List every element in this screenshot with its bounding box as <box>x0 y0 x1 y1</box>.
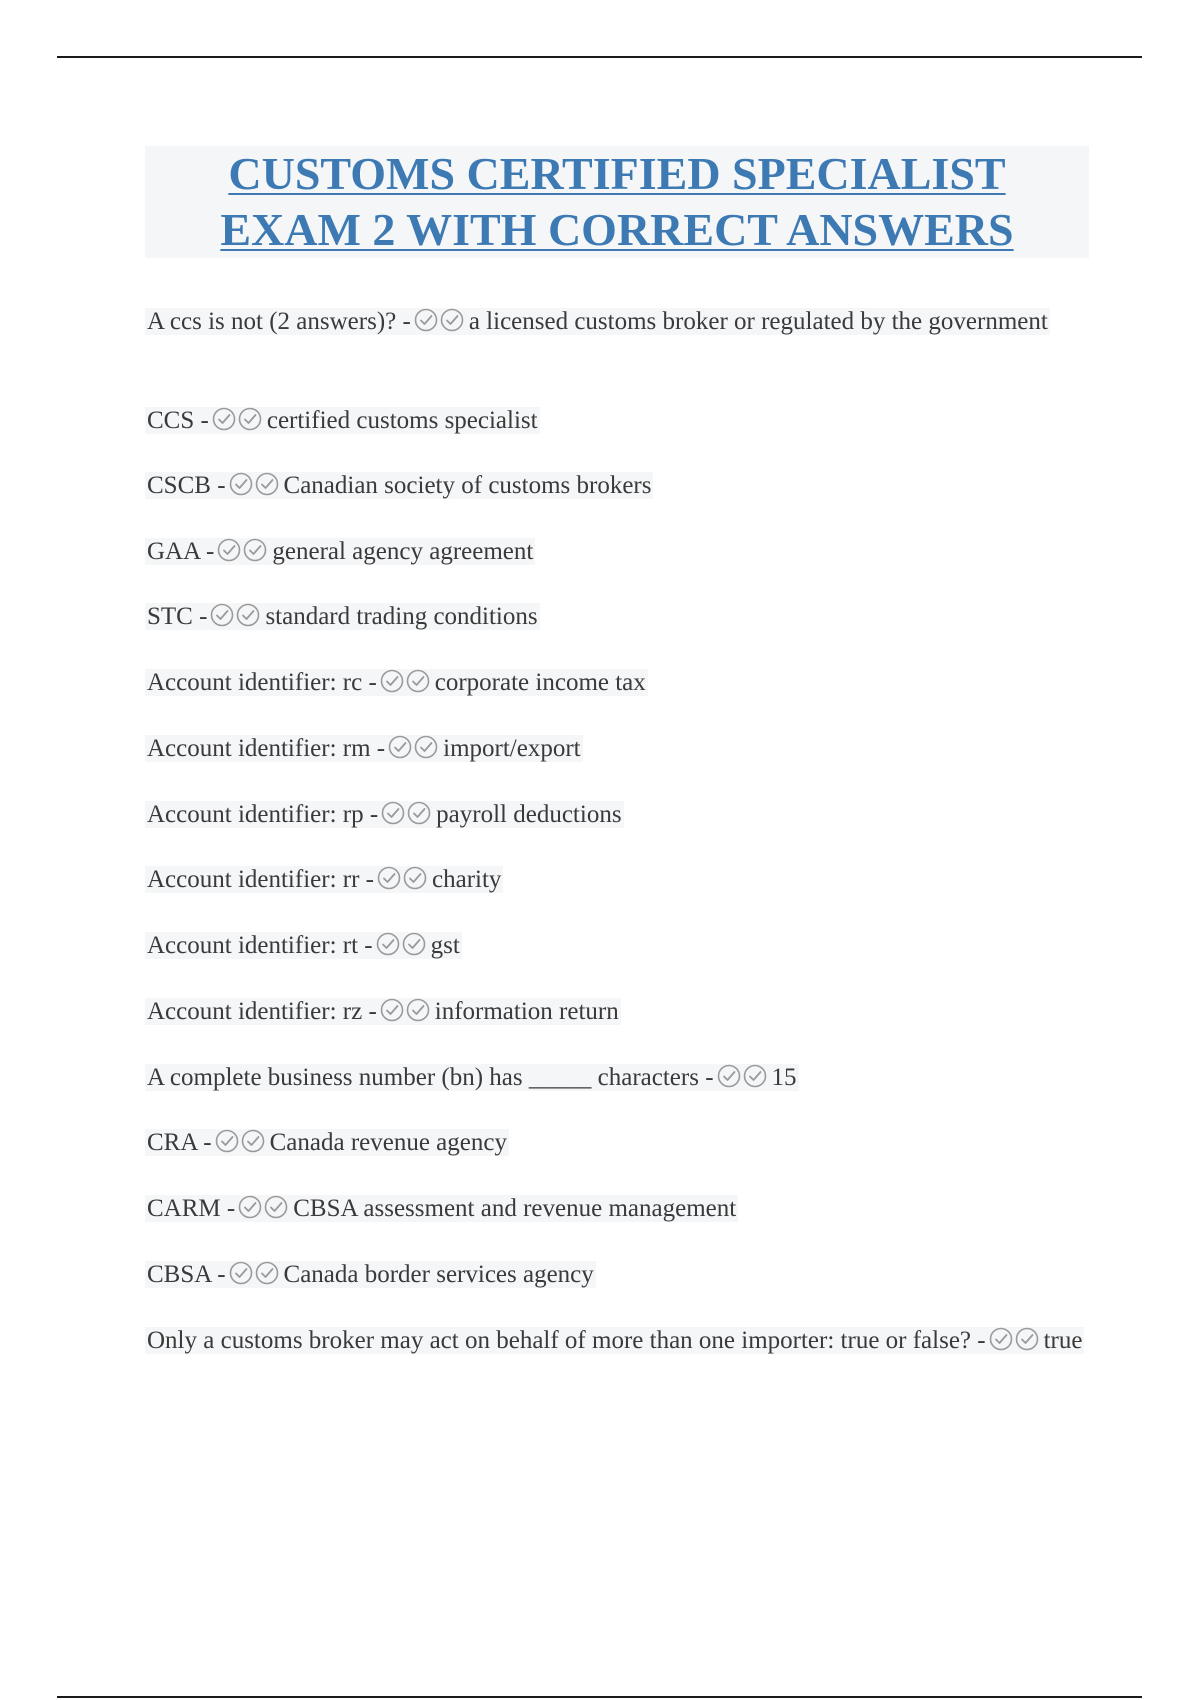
answer-text: true <box>1043 1327 1083 1354</box>
answer-text: 15 <box>771 1064 797 1091</box>
check-circle-icon <box>243 538 267 562</box>
check-circle-icon <box>376 932 400 956</box>
qa-item <box>145 535 1085 571</box>
check-circle-icon <box>414 735 438 759</box>
answer-marker <box>217 538 269 571</box>
question-text: Account identifier: rm <box>147 735 371 762</box>
question-text: STC <box>147 603 193 630</box>
answer-marker <box>212 407 264 440</box>
check-circle-icon <box>414 308 438 332</box>
check-circle-icon <box>717 1064 741 1088</box>
question-text: CCS <box>147 407 195 434</box>
answer-marker <box>210 603 262 636</box>
check-circle-icon <box>229 1261 253 1285</box>
answer-marker <box>380 998 432 1031</box>
check-circle-icon <box>238 407 262 431</box>
qa-item <box>145 798 1085 834</box>
page-title-line-2: EXAM 2 WITH CORRECT ANSWERS <box>220 204 1014 255</box>
question-text: A complete business number (bn) has _____ characters <box>147 1064 699 1091</box>
question-text: CARM <box>147 1195 221 1222</box>
answer-text: import/export <box>443 735 581 762</box>
check-circle-icon <box>229 472 253 496</box>
check-circle-icon <box>212 407 236 431</box>
separator: - <box>368 998 377 1025</box>
qa-item <box>145 1061 1085 1097</box>
separator: - <box>226 1195 236 1222</box>
answer-marker <box>388 735 440 768</box>
answer-marker <box>238 1195 290 1228</box>
separator: - <box>376 735 386 762</box>
qa-item <box>145 404 1085 440</box>
answer-marker <box>229 1261 281 1294</box>
question-text: Account identifier: rp <box>147 801 364 828</box>
check-circle-icon <box>402 932 426 956</box>
check-circle-icon <box>210 603 234 627</box>
check-circle-icon <box>743 1064 767 1088</box>
check-circle-icon <box>377 866 401 890</box>
check-circle-icon <box>407 801 431 825</box>
answer-text: a licensed customs broker or regulated by the government <box>468 308 1048 335</box>
answer-marker <box>414 308 466 341</box>
question-text: CBSA <box>147 1261 211 1288</box>
answer-text: charity <box>432 866 502 893</box>
top-rule <box>57 56 1142 58</box>
qa-item <box>145 732 1085 768</box>
question-text: Account identifier: rr <box>147 866 360 893</box>
answer-text: certified customs specialist <box>266 407 538 434</box>
answer-marker <box>377 866 429 899</box>
title-block <box>145 146 1089 258</box>
check-circle-icon <box>236 603 260 627</box>
answer-text: information return <box>434 998 619 1025</box>
question-text: A ccs is not (2 answers)? <box>147 308 397 335</box>
check-circle-icon <box>215 1129 239 1153</box>
qa-item <box>145 929 1085 965</box>
qa-item <box>145 1126 1085 1162</box>
answer-marker <box>376 932 428 965</box>
check-circle-icon <box>440 308 464 332</box>
bottom-rule <box>57 1696 1142 1698</box>
answer-marker <box>215 1129 267 1162</box>
answer-text: payroll deductions <box>436 801 622 828</box>
answer-text: corporate income tax <box>434 669 646 696</box>
separator: - <box>200 407 209 434</box>
check-circle-icon <box>381 801 405 825</box>
qa-item <box>145 600 1085 636</box>
check-circle-icon <box>255 472 279 496</box>
check-circle-icon <box>406 998 430 1022</box>
separator: - <box>217 472 226 499</box>
separator: - <box>705 1064 714 1091</box>
page-title-line-1: CUSTOMS CERTIFIED SPECIALIST <box>228 148 1006 199</box>
answer-text: Canada border services agency <box>283 1261 594 1288</box>
check-circle-icon <box>989 1327 1013 1351</box>
check-circle-icon <box>380 669 404 693</box>
qa-item <box>145 305 1085 341</box>
separator: - <box>364 932 373 959</box>
check-circle-icon <box>255 1261 279 1285</box>
qa-item <box>145 995 1085 1031</box>
check-circle-icon <box>406 669 430 693</box>
qa-item <box>145 863 1085 899</box>
qa-item <box>145 1324 1085 1360</box>
answer-text: standard trading conditions <box>265 603 538 630</box>
check-circle-icon <box>403 866 427 890</box>
separator: - <box>402 308 411 335</box>
separator: - <box>206 538 215 565</box>
question-text: Only a customs broker may act on behalf of more than one importer: true or false? <box>147 1327 972 1354</box>
separator: - <box>365 866 374 893</box>
separator: - <box>977 1327 986 1354</box>
answer-marker <box>717 1064 769 1097</box>
answer-marker <box>989 1327 1041 1360</box>
question-text: CRA <box>147 1129 198 1156</box>
qa-item <box>145 1258 1085 1294</box>
separator: - <box>217 1261 226 1288</box>
answer-text: CBSA assessment and revenue management <box>293 1195 737 1222</box>
question-text: Account identifier: rz <box>147 998 363 1025</box>
answer-marker <box>381 801 433 834</box>
answer-marker <box>229 472 281 505</box>
question-text: GAA <box>147 538 200 565</box>
check-circle-icon <box>217 538 241 562</box>
check-circle-icon <box>380 998 404 1022</box>
answer-text: Canadian society of customs brokers <box>283 472 652 499</box>
check-circle-icon <box>241 1129 265 1153</box>
answer-marker <box>380 669 432 702</box>
answer-text: Canada revenue agency <box>269 1129 507 1156</box>
answer-text: general agency agreement <box>272 538 534 565</box>
qa-item <box>145 469 1085 505</box>
qa-item <box>145 1192 1085 1228</box>
check-circle-icon <box>1015 1327 1039 1351</box>
question-text: Account identifier: rt <box>147 932 359 959</box>
qa-item <box>145 666 1085 702</box>
check-circle-icon <box>264 1195 288 1219</box>
answer-text: gst <box>430 932 460 959</box>
separator: - <box>369 801 379 828</box>
check-circle-icon <box>388 735 412 759</box>
separator: - <box>199 603 208 630</box>
check-circle-icon <box>238 1195 262 1219</box>
question-text: Account identifier: rc <box>147 669 363 696</box>
separator: - <box>368 669 377 696</box>
question-text: CSCB <box>147 472 211 499</box>
separator: - <box>203 1129 212 1156</box>
